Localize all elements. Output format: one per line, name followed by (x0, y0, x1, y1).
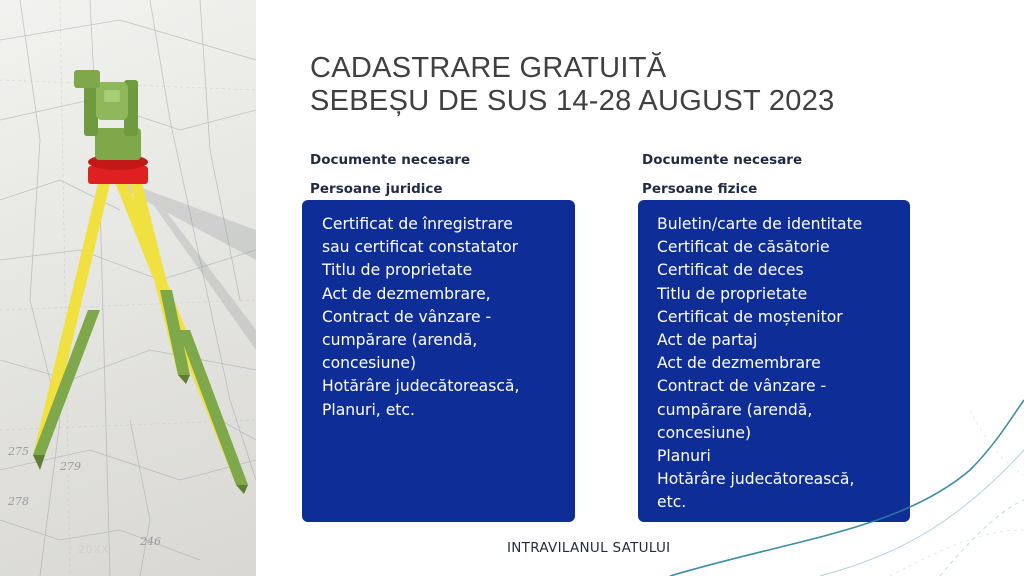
list-item: Certificat de moștenitor (657, 307, 843, 326)
left-heading-line-2: Persoane juridice (310, 181, 443, 197)
legal-entities-documents-list (322, 213, 575, 422)
list-item: etc. (657, 493, 687, 512)
year-placeholder: 20XX (78, 543, 110, 556)
right-heading-line-1: Documente necesare (642, 152, 803, 168)
list-item: sau certificat constatator (322, 238, 519, 257)
list-item: cumpărare (arendă, (657, 400, 813, 419)
svg-text:275: 275 (8, 445, 29, 458)
list-item: Act de dezmembrare (657, 354, 821, 373)
title-line-2: SEBEȘU DE SUS 14-28 AUGUST 2023 (310, 85, 835, 117)
list-item: Contract de vânzare - (657, 377, 827, 396)
list-item: cumpărare (arendă, (322, 331, 478, 350)
list-item: Buletin/carte de identitate (657, 215, 863, 233)
cadastral-map-illustration (0, 0, 256, 576)
list-item: concesiune) (322, 354, 417, 373)
left-column-heading (310, 146, 470, 204)
footer-text: INTRAVILANUL SATULUI (507, 540, 671, 556)
title-line-1: CADASTRARE GRATUITĂ (310, 52, 667, 84)
list-item: Hotărâre judecătorească, (657, 470, 855, 489)
list-item: Act de dezmembrare, (322, 284, 491, 303)
tripod-head (74, 70, 148, 184)
list-item: Titlu de proprietate (322, 261, 473, 280)
list-item: Certificat de înregistrare (322, 215, 513, 233)
list-item: Planuri, etc. (322, 400, 415, 419)
slide-title (310, 52, 835, 118)
legal-entities-documents-box (302, 200, 575, 522)
list-item: Titlu de proprietate (657, 284, 808, 303)
list-item: concesiune) (657, 423, 752, 442)
list-item: Hotărâre judecătorească, (322, 377, 520, 396)
right-heading-line-2: Persoane fizice (642, 181, 758, 197)
list-item: Contract de vânzare - (322, 307, 492, 326)
list-item: Certificat de căsătorie (657, 238, 830, 257)
list-item: Planuri (657, 447, 711, 466)
decorative-wave-lines (640, 380, 1024, 576)
left-heading-line-1: Documente necesare (310, 152, 471, 168)
svg-text:246: 246 (140, 535, 161, 548)
list-item: Certificat de deces (657, 261, 804, 280)
list-item: Act de partaj (657, 331, 758, 350)
svg-text:279: 279 (60, 460, 81, 473)
surveyor-tripod-image (0, 0, 256, 576)
right-column-heading (642, 146, 802, 204)
svg-text:278: 278 (8, 495, 29, 508)
